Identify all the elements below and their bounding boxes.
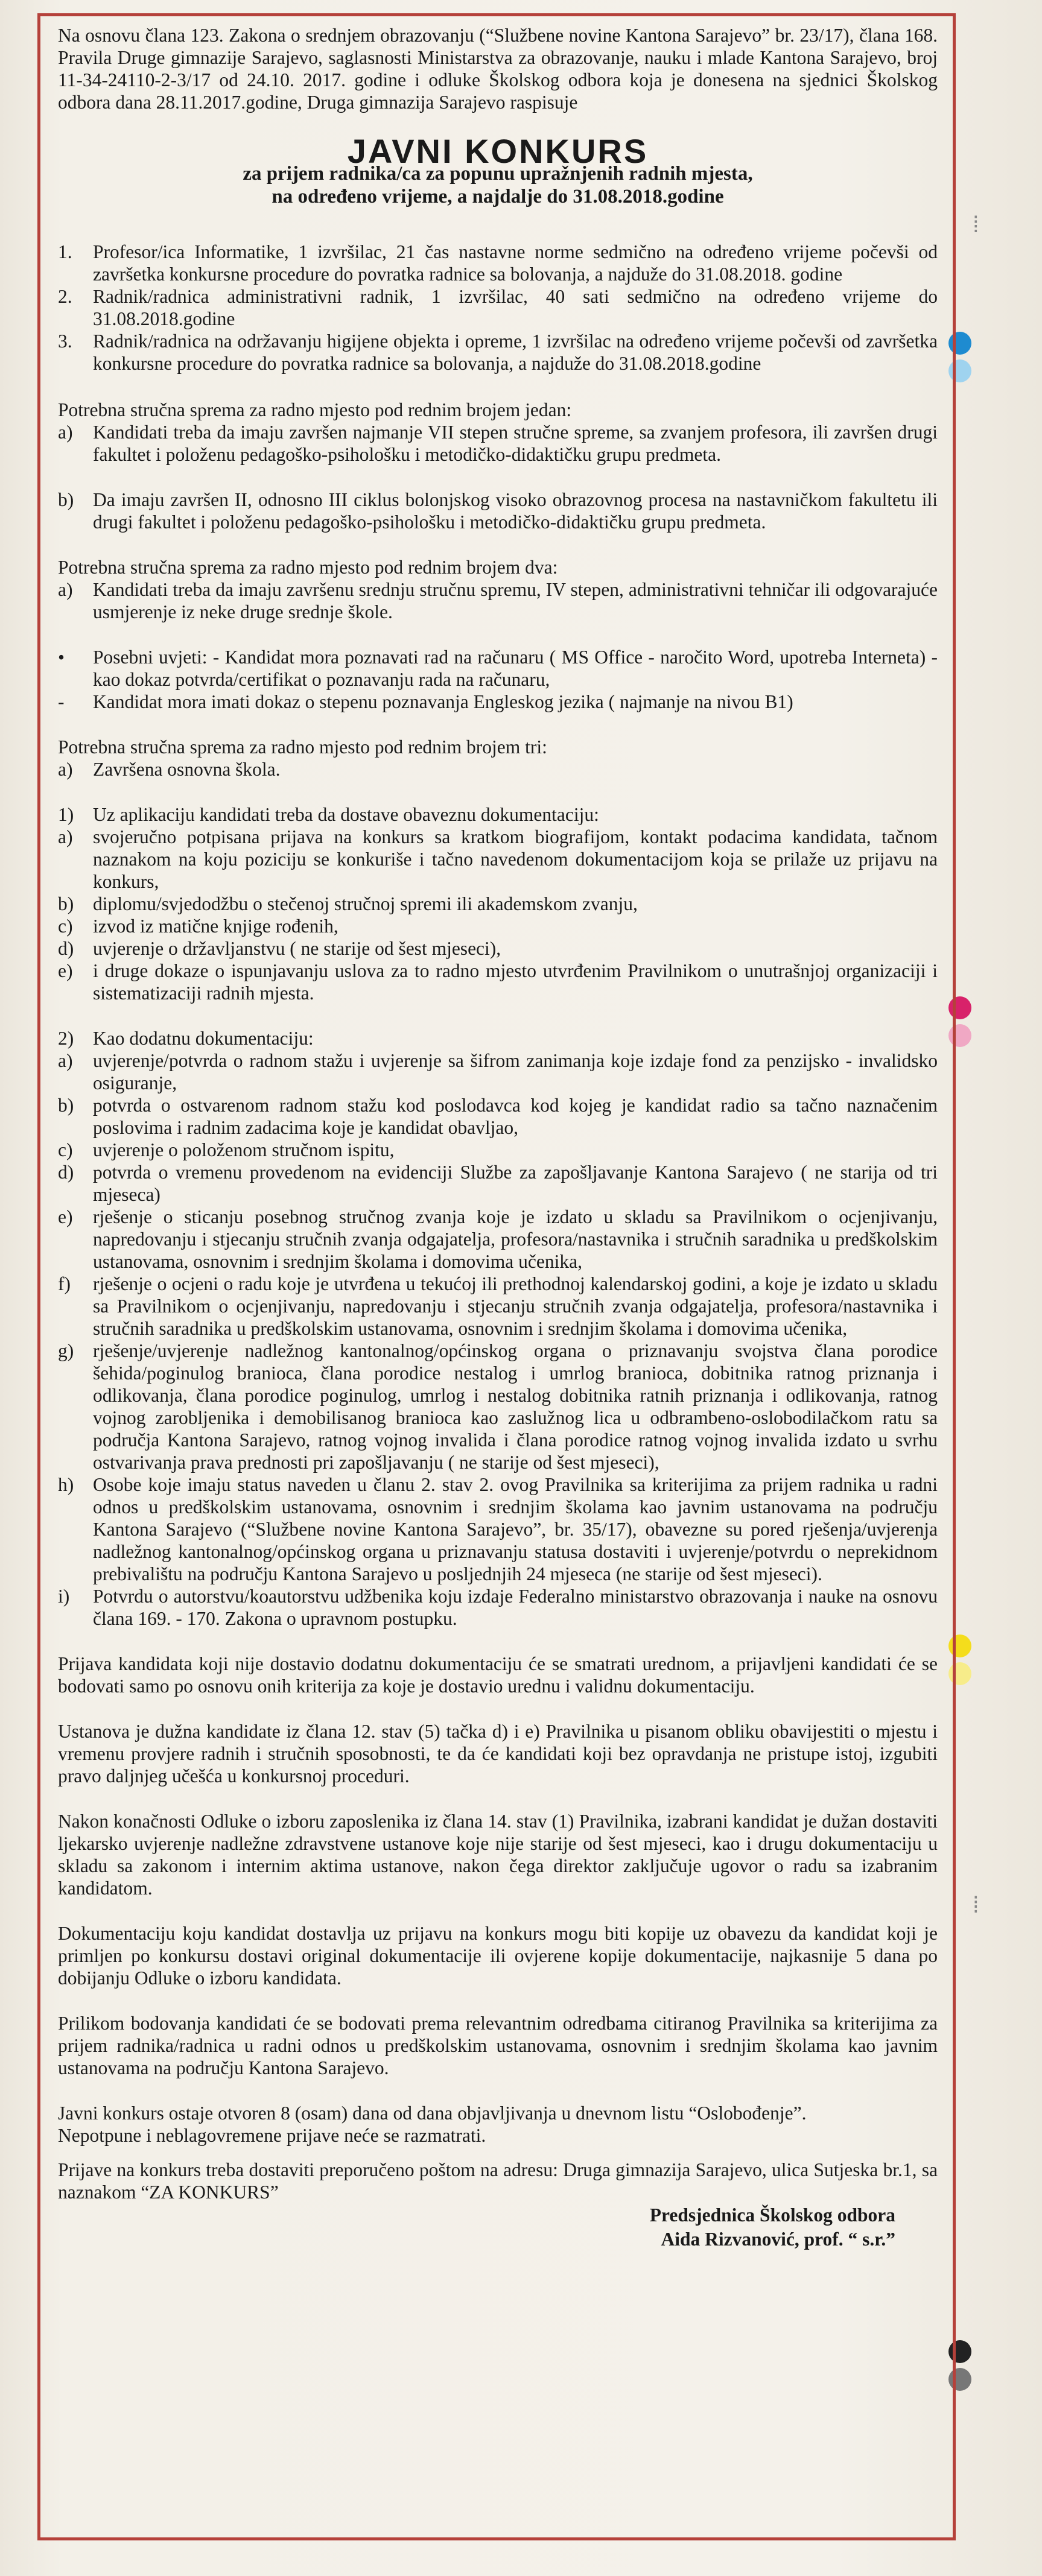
docs1-heading <box>58 803 938 826</box>
position-text: Radnik/radnica na održavanju higijene objekta i opreme, 1 izvršilac na određeno vrijeme počevši od završetka konkursne procedure do povratka radnice sa bolovanja, a najduže do 31.08.2018.godine <box>93 331 938 374</box>
list-item <box>58 893 938 915</box>
open-period-line-1: Javni konkurs ostaje otvoren 8 (osam) dana od dana objavljivanja u dnevnom listu “Oslobođenje”. <box>58 2103 807 2124</box>
list-item <box>58 330 938 375</box>
paragraph: Dokumentaciju koju kandidat dostavlja uz prijavu na konkurs mogu biti kopije uz obavezu da kandidat koji je primljen po konkursu dostavi original dokumentacije ili ovjerene kopije dokumentacije, najkasnije 5 dana po dobijanju Odluke o izboru kandidata. <box>58 1923 938 1989</box>
list-item <box>58 937 938 960</box>
document-text: izvod iz matične knjige rođenih, <box>93 916 338 937</box>
positions-list <box>58 241 938 375</box>
list-item <box>58 421 938 466</box>
list-marker: - <box>58 691 65 712</box>
document-text: potvrda o ostvarenom radnom stažu kod poslodavca kod kojeg je kandidat radio sa tačno naznačenim poslovima i radnim zadacima koje je kandidat obavljao, <box>93 1095 938 1138</box>
list-item <box>58 646 938 691</box>
margin-mark: ⁞ <box>973 1893 979 1918</box>
signature-block <box>58 2203 938 2252</box>
document-text: svojeručno potpisana prijava na konkurs sa kratkom biografijom, kontakt podacima kandidata, tačnom naznakom na koju poziciju se konkuriše i tačno navedenom dokumentacijom koja se prilaže uz prijavu na konkurs, <box>93 826 938 892</box>
list-marker: 1. <box>58 241 72 262</box>
list-marker: i) <box>58 1586 70 1607</box>
requirement-text: Završena osnovna škola. <box>93 759 281 780</box>
document-text: rješenje/uvjerenje nadležnog kantonalnog/općinskog organa o priznavanju svojstva člana porodice šehida/poginulog branioca, člana porodice nestalog i umrlog branioca, dobitnika ratnog priznanja i odlikovanja, člana porodice poginulog, umrlog i nestalog dobitnika ratnih priznanja i odlikovanja, ratnog vojnog zarobljenika i demobilisanog branioca kao zaslužnog lica u odbrambeno-oslobodilačkom ratu sa područja Kantona Sarajevo, ratnog vojnog invalida i člana porodice ratnog vojnog invalida izdato u svrhu ostvarivanja prava prednosti pri zapošljavanju ( ne starije od šest mjeseci), <box>93 1340 938 1473</box>
subtitle-line-2: na određeno vrijeme, a najdalje do 31.08.2018.godine <box>272 186 724 207</box>
signature-name: Aida Rizvanović, prof. “ s.r.” <box>661 2229 895 2250</box>
notice-subtitle <box>58 162 938 208</box>
paragraph: Ustanova je dužna kandidate iz člana 12. stav (5) tačka d) i e) Pravilnika u pisanom obliku obavijestiti o mjestu i vremenu provjere radnih i stručnih sposobnosti, te da će kandidati koji bez opravdanja ne pristupe istoj, izgubiti pravo daljnjeg učešća u konkursnoj proceduri. <box>58 1721 938 1786</box>
list-item <box>58 578 938 623</box>
document-text: Osobe koje imaju status naveden u članu 2. stav 2. ovog Pravilnika sa kriterijima za prijem radnika u radni odnos u predškolskim ustanovama, osnovnim i srednjim školama kao javnim ustanovama na području Kantona Sarajevo (“Službene novine Kantona Sarajevo”, br. 35/17), obavezne su pored rješenja/uvjerenja nadležnog kantonalnog/općinskog organa u priznavanju statusa dostaviti i uvjerenje/potvrdu o neprekidnom prebivalištu na području Kantona Sarajevo u posljednjih 24 mjeseca (ne starije od šest mjeseci). <box>93 1474 938 1584</box>
list-marker: a) <box>58 826 73 847</box>
list-marker: c) <box>58 916 73 937</box>
list-marker: b) <box>58 489 74 510</box>
list-item <box>58 1049 938 1094</box>
document-text: uvjerenje o položenom stručnom ispitu, <box>93 1139 395 1160</box>
list-item <box>58 1139 938 1161</box>
list-item <box>58 1094 938 1139</box>
list-marker: c) <box>58 1139 73 1160</box>
list-item <box>58 1161 938 1206</box>
list-item <box>58 1273 938 1340</box>
list-marker: d) <box>58 1162 74 1183</box>
position-text: Profesor/ica Informatike, 1 izvršilac, 21 čas nastavne norme sedmično na određeno vrijeme počevši od završetka konkursne procedure do povratka radnice sa bolovanja, a najduže do 31.08.2018. godine <box>93 241 938 285</box>
list-marker: e) <box>58 1206 73 1227</box>
document-text: uvjerenje o državljanstvu ( ne starije od šest mjeseci), <box>93 938 501 959</box>
paragraph: Nakon konačnosti Odluke o izboru zaposlenika iz člana 14. stav (1) Pravilnika, izabrani kandidat je dužan dostaviti ljekarsko uvjerenje nadležne zdravstvene ustanove koje nije starije od šest mjeseci, kao i drugu dokumentaciju u skladu sa zakonom i internim aktima ustanove, nakon čega direktor zaključuje ugovor o radu sa izabranim kandidatom. <box>58 1811 938 1899</box>
document-text: rješenje o sticanju posebnog stručnog zvanja koje je izdato u skladu sa Pravilnikom o ocjenjivanju, napredovanju i stjecanju stručnih zvanja odgajatelja, profesora/nastavnika i stručnih saradnika u predškolskim ustanovama, osnovnim i srednjim školama i domovima učenika, <box>93 1206 938 1272</box>
requirement-text: Da imaju završen II, odnosno III ciklus bolonjskog visoko obrazovnog procesa na nastavničkom fakultetu ili drugi fakultet i položenu pedagoško-psihološku i metodičko-didaktičku grupu predmeta. <box>93 489 938 533</box>
list-marker: b) <box>58 893 74 914</box>
document-text: potvrda o vremenu provedenom na evidenciji Službe za zapošljavanje Kantona Sarajevo ( ne starija od tri mjeseca) <box>93 1162 938 1205</box>
list-marker: g) <box>58 1340 74 1361</box>
list-item <box>58 1206 938 1273</box>
margin-mark: ⁞ <box>973 212 979 238</box>
list-marker: f) <box>58 1273 71 1294</box>
list-marker: h) <box>58 1474 74 1495</box>
send-address: Prijave na konkurs treba dostaviti preporučeno poštom na adresu: Druga gimnazija Sarajevo, ulica Sutjeska br.1, sa naznakom “ZA KONKURS” <box>58 2159 938 2203</box>
document-text: i druge dokaze o ispunjavanju uslova za to radno mjesto utvrđenim Pravilnikom o unutrašnjoj organizaciji i sistematizaciji radnih mjesta. <box>93 960 938 1004</box>
list-item <box>58 241 938 285</box>
position-text: Radnik/radnica administrativni radnik, 1 izvršilac, 40 sati sedmično na određeno vrijeme do 31.08.2018.godine <box>93 286 938 329</box>
document-text: Potvrdu o autorstvu/koautorstvu udžbenika koju izdaje Federalno ministarstvo obrazovanja i nauke na osnovu člana 169. - 170. Zakona o upravnom postupku. <box>93 1586 938 1629</box>
req2-heading: Potrebna stručna sprema za radno mjesto pod rednim brojem dva: <box>58 557 558 578</box>
req1-heading: Potrebna stručna sprema za radno mjesto pod rednim brojem jedan: <box>58 399 572 420</box>
open-period-line-2: Nepotpune i neblagovremene prijave neće se razmatrati. <box>58 2125 486 2146</box>
notice-body <box>58 24 938 2252</box>
requirement-text: Kandidat mora imati dokaz o stepenu poznavanja Engleskog jezika ( najmanje na nivou B1) <box>93 691 793 712</box>
list-item <box>58 826 938 893</box>
list-marker: a) <box>58 579 73 600</box>
list-marker: d) <box>58 938 74 959</box>
intro-paragraph: Na osnovu člana 123. Zakona o srednjem obrazovanju (“Službene novine Kantona Sarajevo” br. 23/17), člana 168. Pravila Druge gimnazije Sarajevo, saglasnosti Ministarstva za obrazovanje, nauku i mlade Kantona Sarajevo, broj 11-34-24110-2-3/17 od 24.10. 2017. godine i odluke Školskog odbora koja je donesena na sjednici Školskog odbora dana 28.11.2017.godine, Druga gimnazija Sarajevo raspisuje <box>58 25 938 113</box>
list-item <box>58 960 938 1004</box>
list-marker: 3. <box>58 331 72 352</box>
list-item <box>58 915 938 937</box>
list-item <box>58 1585 938 1630</box>
notice-title: JAVNI KONKURS <box>347 132 649 170</box>
requirement-text: Posebni uvjeti: - Kandidat mora poznavati rad na računaru ( MS Office - naročito Word, upotreba Interneta) - kao dokaz potvrda/certifikat o poznavanju rada na računaru, <box>93 647 938 690</box>
list-item <box>58 691 938 713</box>
document-text: uvjerenje/potvrda o radnom stažu i uvjerenje sa šifrom zanimanja koje izdaje fond za penzijsko - invalidsko osiguranje, <box>93 1050 938 1093</box>
list-marker: a) <box>58 1050 73 1071</box>
signature-title: Predsjednica Školskog odbora <box>649 2204 895 2226</box>
list-marker: 1) <box>58 804 74 825</box>
list-marker: b) <box>58 1095 74 1116</box>
requirement-text: Kandidati treba da imaju završen najmanje VII stepen stručne spreme, sa zvanjem profesora, ili završen drugi fakultet i položenu pedagoško-psihološku i metodičko-didaktičku grupu predmeta. <box>93 422 938 465</box>
list-marker: 2) <box>58 1028 74 1049</box>
section-heading: Kao dodatnu dokumentaciju: <box>93 1028 314 1049</box>
list-item <box>58 1473 938 1585</box>
list-marker: e) <box>58 960 73 981</box>
list-item <box>58 285 938 330</box>
subtitle-line-1: za prijem radnika/ca za popunu upražnjenih radnih mjesta, <box>243 163 753 185</box>
open-period <box>58 2102 938 2147</box>
list-item <box>58 1340 938 1473</box>
document-text: diplomu/svjedodžbu o stečenoj stručnoj spremi ili akademskom zvanju, <box>93 893 638 914</box>
list-marker: • <box>58 647 65 668</box>
paragraph: Prijava kandidata koji nije dostavio dodatnu dokumentaciju će se smatrati urednom, a prijavljeni kandidati će se bodovati samo po osnovu onih kriterija za koje je dostavio urednu i validnu dokumentaciju. <box>58 1653 938 1697</box>
req3-heading: Potrebna stručna sprema za radno mjesto pod rednim brojem tri: <box>58 736 547 758</box>
list-marker: a) <box>58 422 73 443</box>
list-item <box>58 758 938 780</box>
paragraph: Prilikom bodovanja kandidati će se bodovati prema relevantnim odredbama citiranog Pravilnika sa kriterijima za prijem radnika/radnica u radni odnos u predškolskim ustanovama, osnovnim i srednjim školama kao javnim ustanovama na području Kantona Sarajevo. <box>58 2013 938 2078</box>
list-item <box>58 489 938 533</box>
section-heading: Uz aplikaciju kandidati treba da dostave obaveznu dokumentaciju: <box>93 804 599 825</box>
list-marker: 2. <box>58 286 72 307</box>
list-marker: a) <box>58 759 73 780</box>
docs2-heading <box>58 1027 938 1049</box>
requirement-text: Kandidati treba da imaju završenu srednju stručnu spremu, IV stepen, administrativni tehničar ili odgovarajuće usmjerenje iz neke druge srednje škole. <box>93 579 938 622</box>
document-text: rješenje o ocjeni o radu koje je utvrđena u tekućoj ili prethodnoj kalendarskoj godini, a koje je izdato u skladu sa Pravilnikom o ocjenjivanju, napredovanju i stjecanju stručnih zvanja odgajatelja, profesora/nastavnika i stručnih saradnika u predškolskim ustanovama, osnovnim i srednjim školama i domovima učenika, <box>93 1273 938 1339</box>
